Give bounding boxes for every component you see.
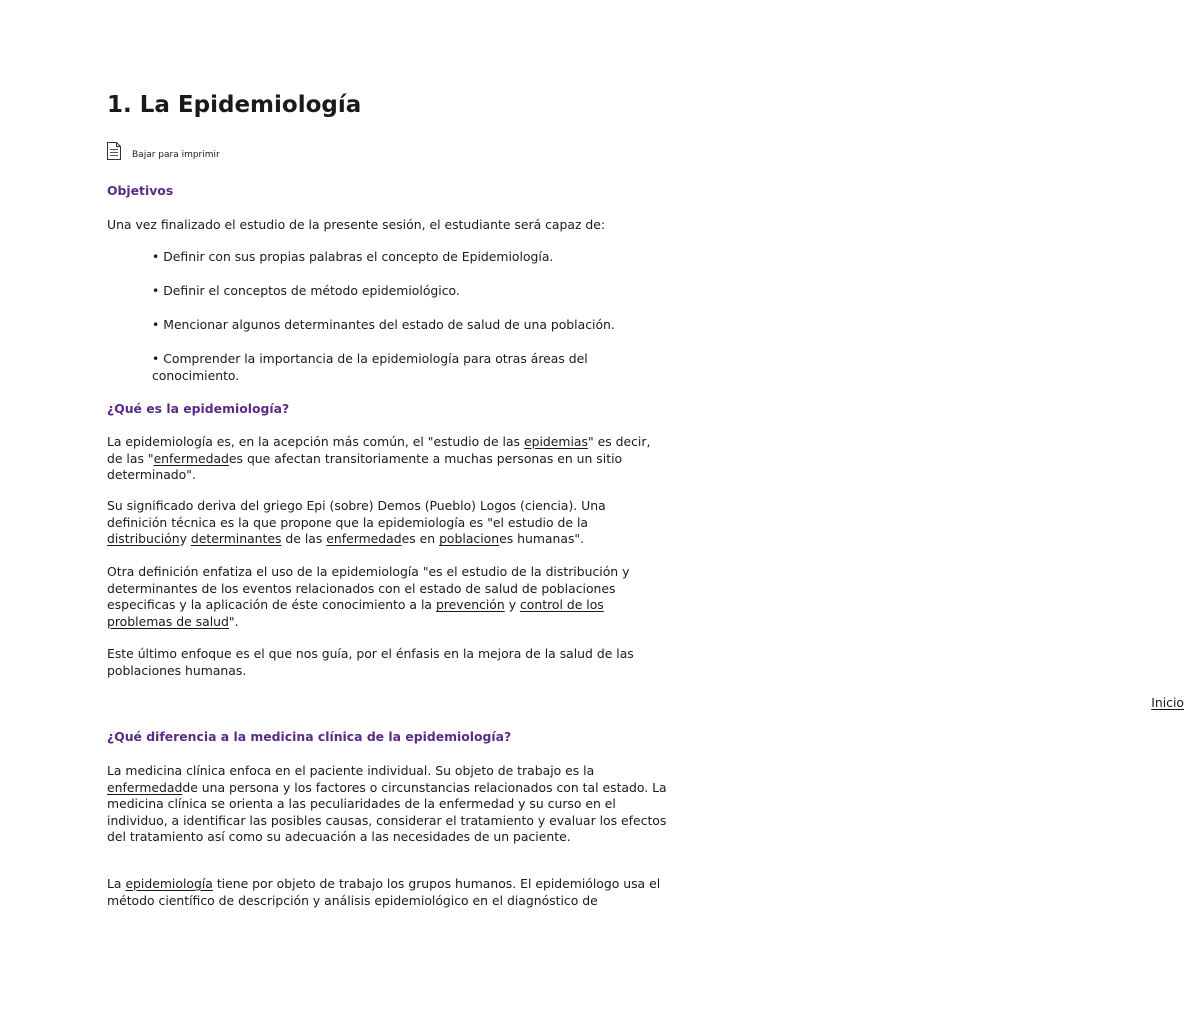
objetivos-intro: Una vez finalizado el estudio de la presente sesión, el estudiante será capaz de:	[107, 217, 606, 232]
link-epidemiologia[interactable]: epidemiología	[125, 876, 213, 891]
diferencia-paragraph-1: La medicina clínica enfoca en el paciente individual. Su objeto de trabajo es la enfermedadde una persona y los factores o circunstancias relacionados con tal estado. La medicina clínica se orienta a las peculiaridades de la enfermedad y su curso en el individuo, a identificar las posibles causas, considerar el tratamiento y evaluar los efectos del tratamiento así como su adecuación a las necesidades de un paciente.	[107, 763, 667, 845]
objetivo-item-1: • Definir con sus propias palabras el concepto de Epidemiología.	[152, 249, 554, 264]
objetivo-item-3: • Mencionar algunos determinantes del estado de salud de una población.	[152, 317, 615, 332]
objetivo-item-2: • Definir el conceptos de método epidemiológico.	[152, 283, 460, 298]
que-es-paragraph-4: Este último enfoque es el que nos guía, por el énfasis en la mejora de la salud de las poblaciones humanas.	[107, 646, 634, 678]
print-download-link[interactable]: Bajar para imprimir	[132, 150, 220, 160]
link-control-problemas-salud[interactable]: control de los problemas de salud	[107, 597, 604, 629]
diferencia-paragraph-2: La epidemiología tiene por objeto de trabajo los grupos humanos. El epidemiólogo usa el método científico de descripción y análisis epidemiológico en el diagnóstico de	[107, 876, 661, 908]
que-es-paragraph-3: Otra definición enfatiza el uso de la epidemiología "es el estudio de la distribución y determinantes de los eventos relacionados con el estado de salud de poblaciones especificas y la aplicación de éste conocimiento a la prevención y control de los problemas de salud".	[107, 564, 630, 629]
link-prevencion[interactable]: prevención	[435, 597, 505, 613]
objetivos-heading: Objetivos	[107, 183, 174, 198]
document-icon[interactable]	[107, 142, 121, 160]
que-es-paragraph-1: La epidemiología es, en la acepción más común, el "estudio de las epidemias" es decir, de las "enfermedades que afectan transitoriamente a muchas personas en un sitio determinado".	[107, 434, 651, 483]
link-enfermedades-2[interactable]: enfermedad	[326, 531, 402, 547]
link-distribucion[interactable]: distribución	[107, 531, 180, 547]
objetivo-item-4: • Comprender la importancia de la epidemiología para otras áreas del conocimiento.	[152, 351, 588, 383]
page-title: 1. La Epidemiología	[107, 92, 362, 118]
diferencia-heading: ¿Qué diferencia a la medicina clínica de la epidemiología?	[107, 729, 512, 744]
que-es-paragraph-2: Su significado deriva del griego Epi (sobre) Demos (Pueblo) Logos (ciencia). Una definición técnica es la que propone que la epidemiología es "el estudio de la distribucióny determinantes de las enfermedades en poblaciones humanas".	[107, 498, 606, 547]
link-determinantes[interactable]: determinantes	[190, 531, 282, 547]
link-epidemias[interactable]: epidemias	[523, 434, 588, 449]
link-enfermedad[interactable]: enfermedad	[107, 779, 183, 795]
print-download-row[interactable]	[107, 142, 220, 164]
link-enfermedades[interactable]: enfermedad	[153, 450, 229, 466]
link-poblaciones[interactable]: poblacion	[439, 531, 500, 547]
inicio-link[interactable]: Inicio	[1151, 695, 1184, 710]
que-es-heading: ¿Qué es la epidemiología?	[107, 401, 290, 416]
